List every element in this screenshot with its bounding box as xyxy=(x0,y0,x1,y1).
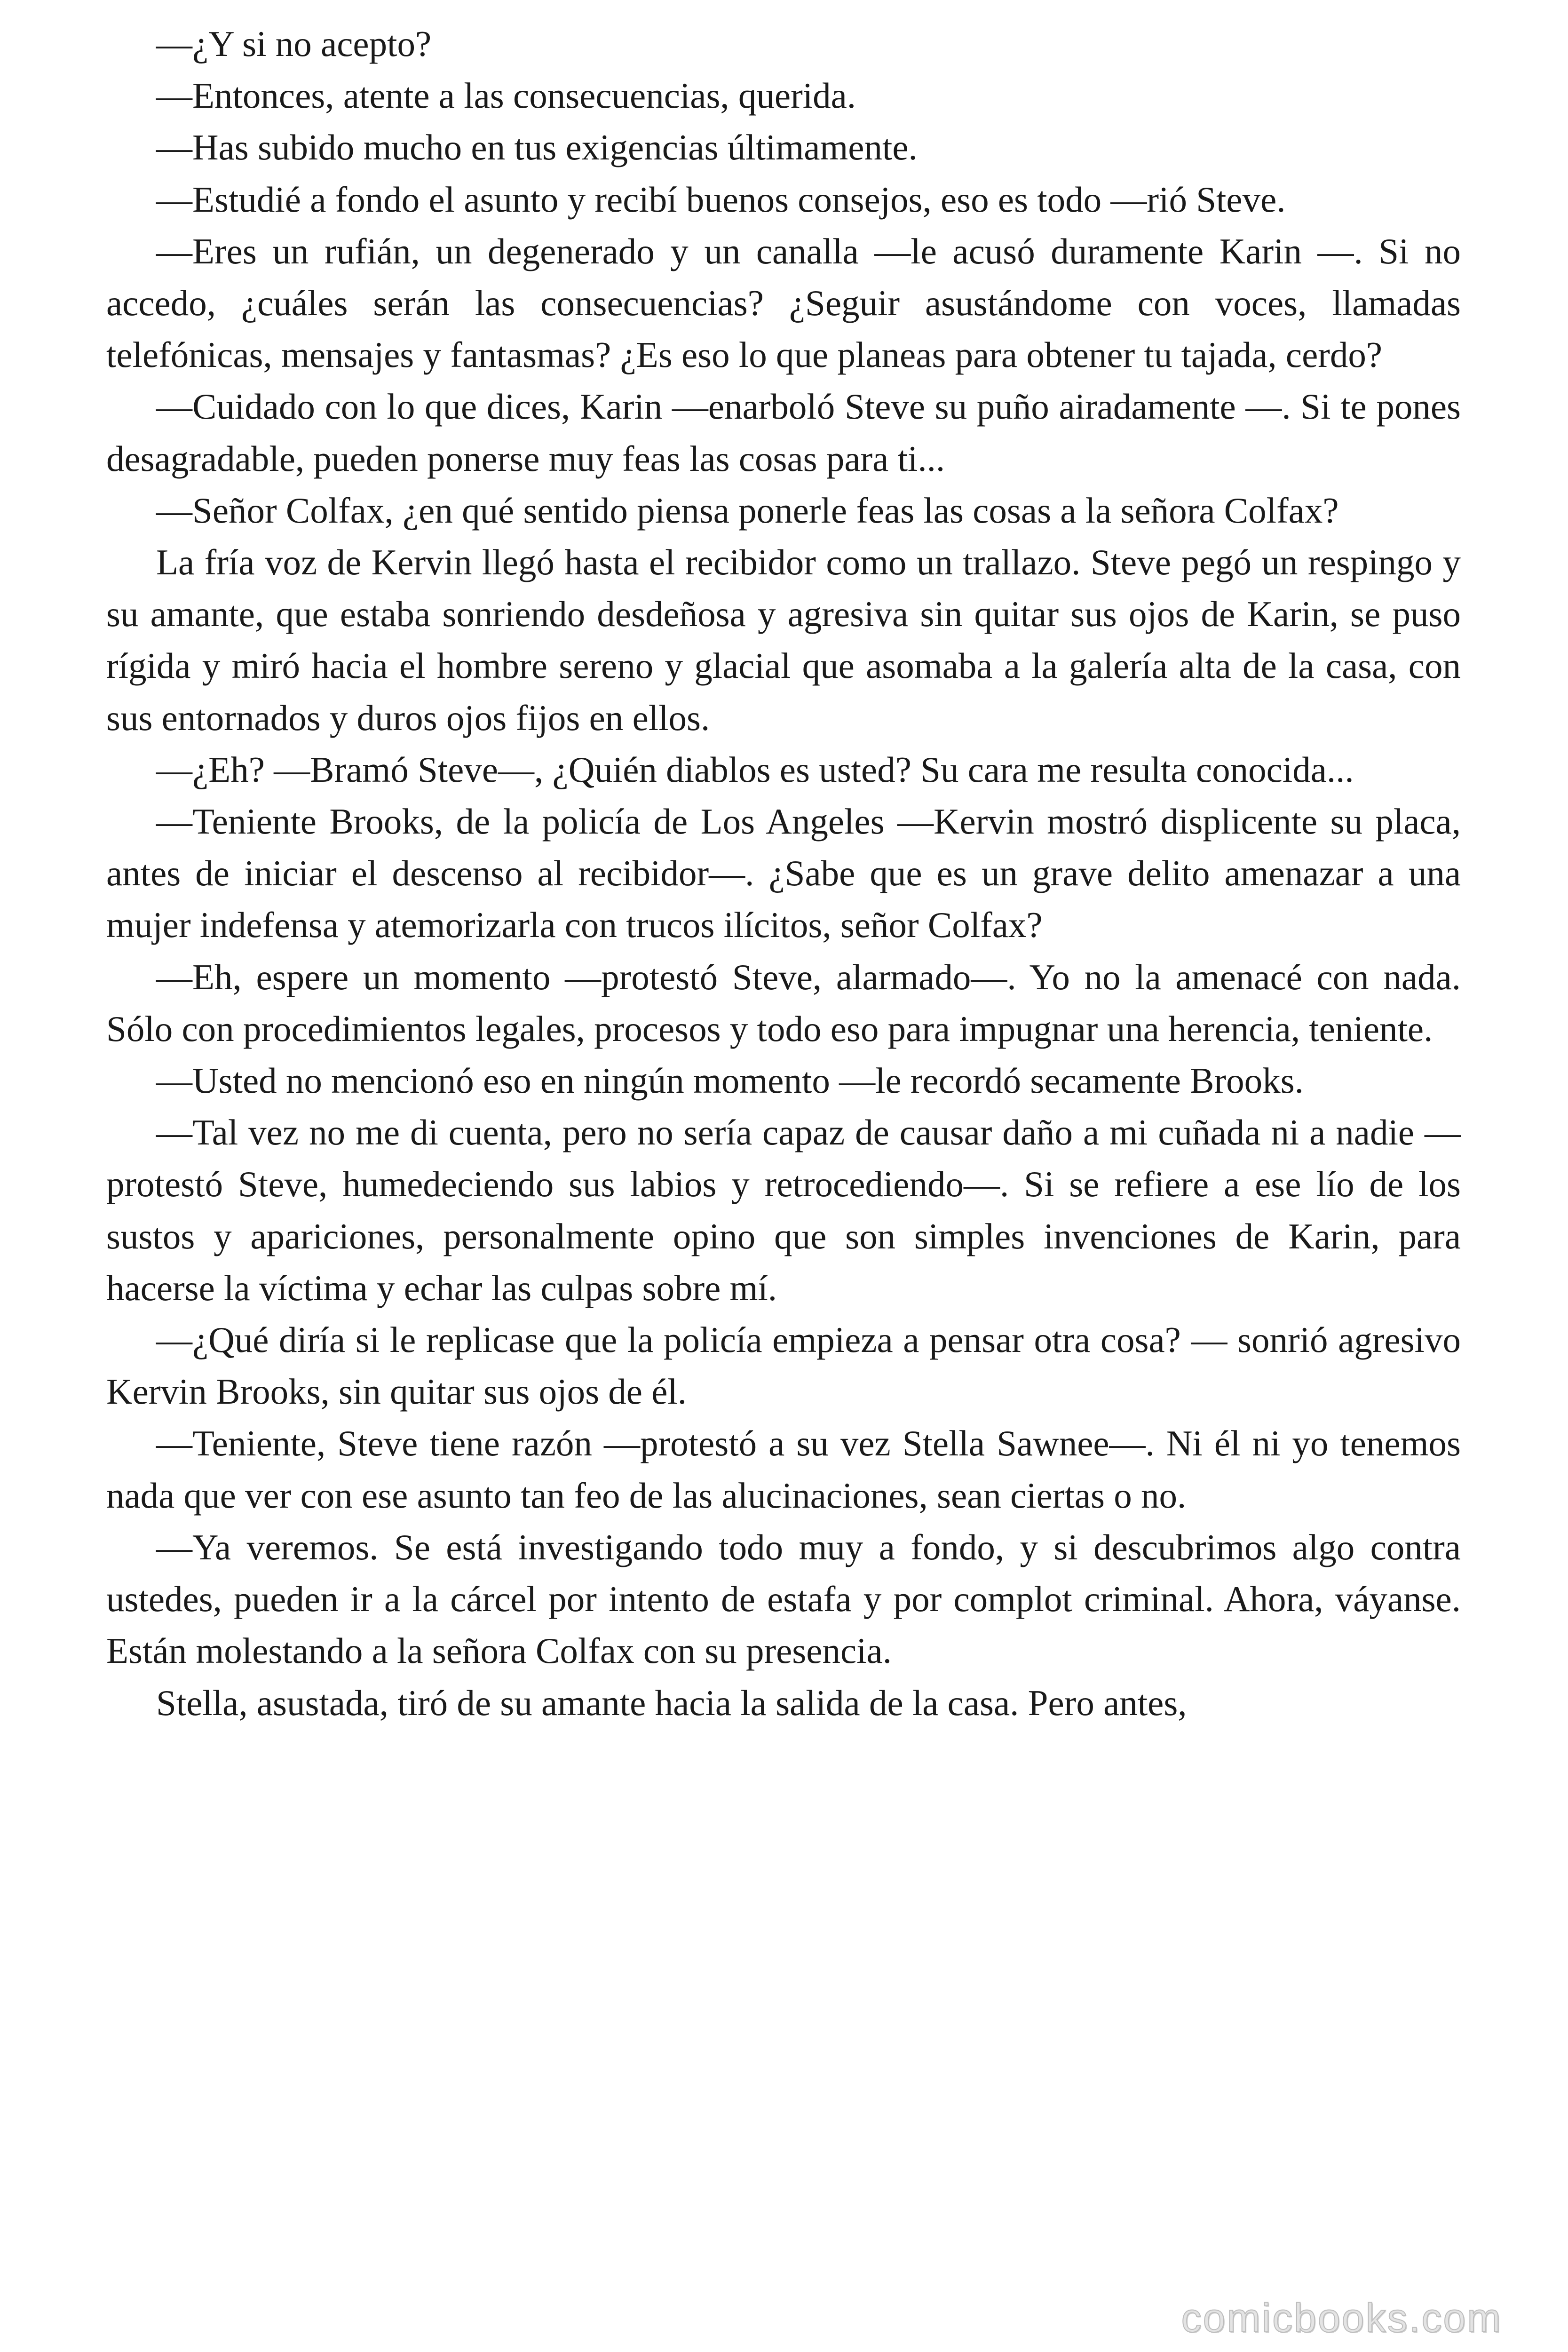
paragraph: La fría voz de Kervin llegó hasta el recibidor como un trallazo. Steve pegó un respingo y su amante, que estaba sonriendo desdeñosa y agresiva sin quitar sus ojos de Karin, se puso rígida y miró hacia el hombre sereno y glacial que asomaba a la galería alta de la casa, con sus entornados y duros ojos fijos en ellos. xyxy=(106,542,1461,738)
paragraph: —Usted no mencionó eso en ningún momento —le recordó secamente Brooks. xyxy=(156,1060,1304,1101)
paragraph: —Teniente, Steve tiene razón —protestó a su vez Stella Sawnee—. Ni él ni yo tenemos nada que ver con ese asunto tan feo de las alucinaciones, sean ciertas o no. xyxy=(106,1423,1461,1516)
paragraph: —Eres un rufián, un degenerado y un canalla —le acusó duramente Karin —. Si no accedo, ¿cuáles serán las consecuencias? ¿Seguir asustándome con voces, llamadas telefónicas, mensajes y fantasmas? ¿Es eso lo que planeas para obtener tu tajada, cerdo? xyxy=(106,230,1461,375)
watermark: comicbooks.com xyxy=(1181,2296,1502,2341)
paragraph: —Señor Colfax, ¿en qué sentido piensa ponerle feas las cosas a la señora Colfax? xyxy=(156,490,1339,531)
paragraph: —Estudié a fondo el asunto y recibí buenos consejos, eso es todo —rió Steve. xyxy=(156,179,1286,220)
paragraph: —Teniente Brooks, de la policía de Los Angeles —Kervin mostró displicente su placa, antes de iniciar el descenso al recibidor—. ¿Sabe que es un grave delito amenazar a una mujer indefensa y atemorizarla con trucos ilícitos, señor Colfax? xyxy=(106,801,1461,946)
paragraph: —Entonces, atente a las consecuencias, querida. xyxy=(156,75,856,116)
paragraph: —¿Y si no acepto? xyxy=(156,24,432,64)
paragraph: —Has subido mucho en tus exigencias últimamente. xyxy=(156,127,918,168)
paragraph: Stella, asustada, tiró de su amante hacia la salida de la casa. Pero antes, xyxy=(156,1682,1187,1723)
paragraph: —Cuidado con lo que dices, Karin —enarboló Steve su puño airadamente —. Si te pones desagradable, pueden ponerse muy feas las cosas para ti... xyxy=(106,386,1461,479)
paragraph: —¿Qué diría si le replicase que la policía empieza a pensar otra cosa? — sonrió agresivo Kervin Brooks, sin quitar sus ojos de él. xyxy=(106,1319,1461,1412)
paragraph: —¿Eh? —Bramó Steve—, ¿Quién diablos es usted? Su cara me resulta conocida... xyxy=(156,749,1354,790)
page-text xyxy=(106,18,1461,1729)
paragraph: —Tal vez no me di cuenta, pero no sería capaz de causar daño a mi cuñada ni a nadie —protestó Steve, humedeciendo sus labios y retrocediendo—. Si se refiere a ese lío de los sustos y apariciones, personalmente opino que son simples invenciones de Karin, para hacerse la víctima y echar las culpas sobre mí. xyxy=(106,1112,1461,1308)
paragraph: —Eh, espere un momento —protestó Steve, alarmado—. Yo no la amenacé con nada. Sólo con procedimientos legales, procesos y todo eso para impugnar una herencia, teniente. xyxy=(106,956,1461,1049)
paragraph: —Ya veremos. Se está investigando todo muy a fondo, y si descubrimos algo contra ustedes, pueden ir a la cárcel por intento de estafa y por complot criminal. Ahora, váyanse. Están molestando a la señora Colfax con su presencia. xyxy=(106,1526,1461,1671)
